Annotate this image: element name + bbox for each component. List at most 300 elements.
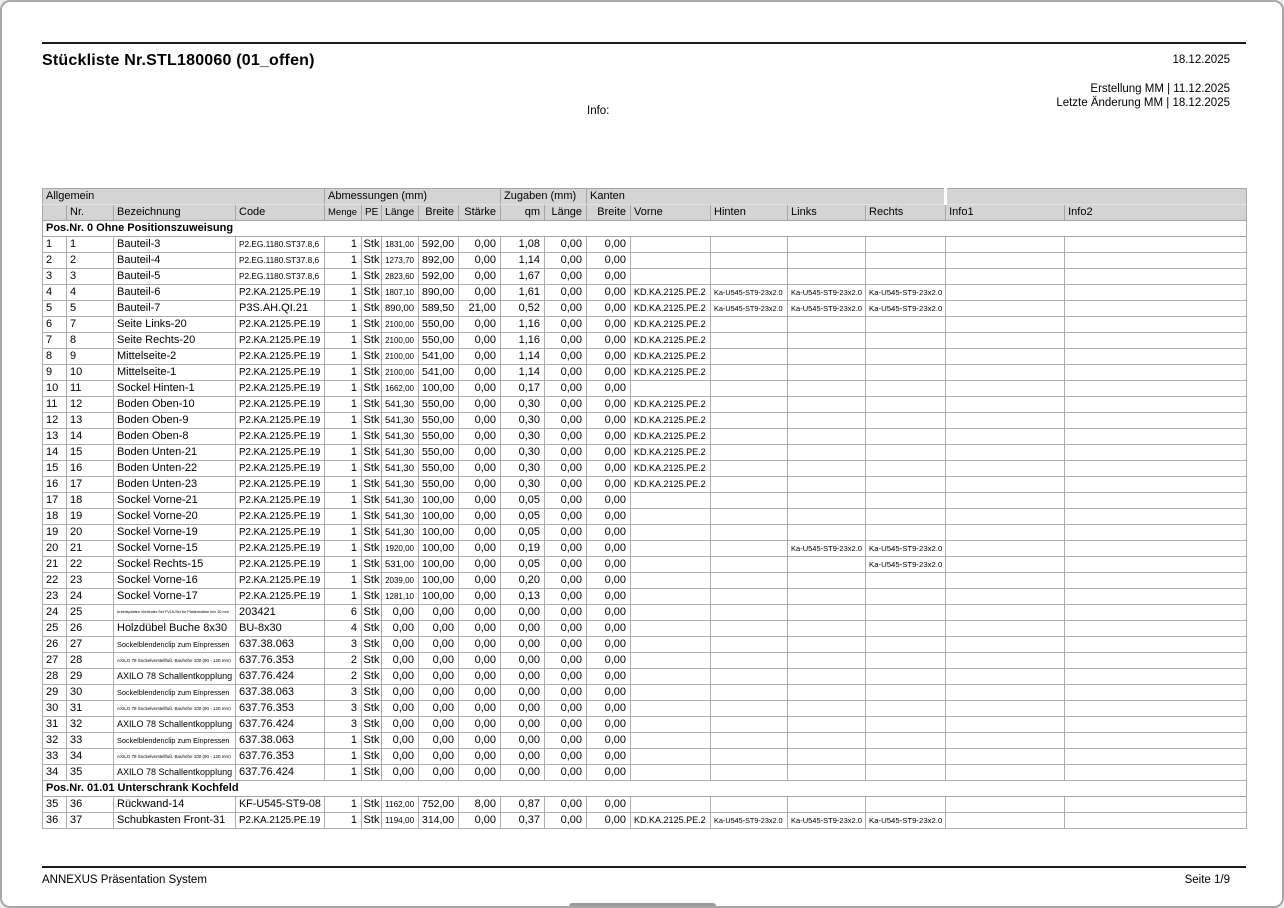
cell	[43, 445, 67, 461]
cell-label: 0,00	[474, 590, 497, 602]
cell	[114, 701, 236, 717]
cell	[1065, 365, 1247, 381]
cell	[362, 269, 382, 285]
cell-label: 0,00	[604, 302, 627, 314]
cell-label: 0,00	[604, 798, 627, 810]
cell	[866, 237, 946, 253]
cell	[362, 253, 382, 269]
cell-label: 1	[350, 478, 357, 490]
cell	[501, 669, 545, 685]
cell-label: 0,05	[518, 526, 541, 538]
cell-label: 541,30	[385, 399, 415, 410]
cell-label: 0,00	[604, 638, 627, 650]
cell	[631, 365, 711, 381]
cell	[545, 445, 587, 461]
table-row	[43, 813, 1247, 829]
cell	[419, 317, 459, 333]
cell	[866, 301, 946, 317]
cell	[501, 797, 545, 813]
cell-label: 0,00	[474, 398, 497, 410]
cell-label: 0,00	[392, 750, 414, 762]
table-row	[43, 669, 1247, 685]
cell	[866, 733, 946, 749]
cell	[419, 301, 459, 317]
cell	[382, 493, 419, 509]
group-header	[43, 189, 325, 205]
cell-label: Stk	[363, 798, 380, 810]
cell	[1065, 557, 1247, 573]
cell	[236, 605, 325, 621]
cell	[43, 461, 67, 477]
cell	[587, 493, 631, 509]
cell	[382, 717, 419, 733]
cell	[325, 669, 362, 685]
cell-label: 18	[46, 510, 59, 522]
cell	[1065, 237, 1247, 253]
cell	[946, 637, 1065, 653]
cell	[236, 749, 325, 765]
cell-label: 0,00	[474, 622, 497, 634]
cell-label: 0,00	[604, 238, 627, 250]
cell	[114, 429, 236, 445]
cell-label: 3	[46, 270, 53, 282]
cell	[587, 765, 631, 781]
cell-label: 7	[46, 334, 53, 346]
created-line: Erstellung MM | 11.12.2025	[1090, 83, 1230, 95]
cell-label: 0,00	[560, 462, 583, 474]
cell-label: 0,00	[560, 318, 583, 330]
cell-label: 0,00	[432, 686, 454, 698]
table-row	[43, 701, 1247, 717]
cell	[545, 333, 587, 349]
cell	[114, 525, 236, 541]
cell	[545, 797, 587, 813]
column-header-label: Nr.	[70, 206, 85, 218]
cell	[67, 749, 114, 765]
cell-label: 0,00	[518, 654, 541, 666]
cell	[325, 637, 362, 653]
cell-label: 0,00	[604, 398, 627, 410]
column-header-label: Breite	[597, 206, 627, 218]
cell	[382, 285, 419, 301]
cell	[67, 317, 114, 333]
cell-label: 100,00	[422, 558, 455, 570]
cell	[501, 509, 545, 525]
column-header-label: Stärke	[464, 206, 497, 218]
cell	[382, 269, 419, 285]
cell-label: 0,00	[604, 606, 627, 618]
window-edge-notch	[569, 903, 716, 908]
column-header-label: Code	[239, 206, 266, 218]
cell-label: 0,00	[518, 718, 541, 730]
cell-label: 550,00	[422, 398, 455, 410]
cell-label: Stk	[363, 574, 380, 586]
cell	[67, 237, 114, 253]
cell	[545, 813, 587, 829]
cell-label: AXILO 78 Schallentkopplung	[117, 671, 233, 681]
cell	[236, 653, 325, 669]
cell-label: 1	[350, 286, 357, 298]
cell	[788, 605, 866, 621]
cell-label: 1,16	[518, 318, 541, 330]
cell	[362, 605, 382, 621]
cell-label: 0,19	[518, 542, 541, 554]
cell	[866, 557, 946, 573]
cell	[866, 253, 946, 269]
cell	[545, 365, 587, 381]
cell-label: 23	[70, 574, 83, 586]
cell	[501, 701, 545, 717]
cell-label: 0,00	[392, 686, 414, 698]
cell-label: 1	[350, 238, 357, 250]
cell	[114, 269, 236, 285]
cell-label: Stk	[363, 302, 380, 314]
cell	[946, 285, 1065, 301]
cell	[419, 765, 459, 781]
cell-label: Stk	[363, 238, 380, 250]
cell	[946, 301, 1065, 317]
cell-label: 0,00	[474, 382, 497, 394]
cell	[631, 381, 711, 397]
cell-label: 0,00	[392, 766, 414, 778]
cell	[631, 685, 711, 701]
cell	[362, 685, 382, 701]
cell-label: 0,00	[604, 590, 627, 602]
cell	[419, 253, 459, 269]
cell-label: P2.KA.2125.PE.19	[239, 543, 321, 554]
cell-label: Stk	[363, 446, 380, 458]
cell	[325, 557, 362, 573]
cell	[114, 669, 236, 685]
table-row	[43, 637, 1247, 653]
cell-label: 0,00	[474, 670, 497, 682]
cell	[587, 653, 631, 669]
cell	[501, 237, 545, 253]
cell	[711, 797, 788, 813]
document-date: 18.12.2025	[1172, 54, 1230, 66]
cell	[946, 253, 1065, 269]
cell	[419, 813, 459, 829]
cell-label: 3	[350, 638, 357, 650]
cell	[866, 685, 946, 701]
cell-label: P2.KA.2125.PE.19	[239, 463, 321, 474]
cell-label: 2100,00	[385, 368, 414, 377]
cell-label: 0,30	[518, 478, 541, 490]
cell-label: 637.76.424	[239, 766, 295, 778]
cell	[459, 797, 501, 813]
cell-label: 2100,00	[385, 336, 414, 345]
group-header-label: Zugaben (mm)	[504, 190, 577, 202]
cell	[382, 541, 419, 557]
cell-label: 4	[350, 622, 357, 634]
cell-label: 0,00	[560, 542, 583, 554]
cell-label: P2.EG.1180.ST37.8,6	[239, 272, 320, 281]
cell	[788, 509, 866, 525]
cell-label: 0,00	[604, 734, 627, 746]
cell	[711, 461, 788, 477]
cell	[362, 701, 382, 717]
cell	[545, 573, 587, 589]
column-header	[382, 205, 419, 221]
cell-label: 0,87	[518, 798, 541, 810]
cell-label: 1	[350, 814, 357, 826]
cell	[587, 557, 631, 573]
cell-label: 0,00	[604, 654, 627, 666]
cell	[459, 685, 501, 701]
cell	[587, 637, 631, 653]
cell	[67, 621, 114, 637]
cell	[382, 733, 419, 749]
cell-label: 0,00	[604, 334, 627, 346]
cell	[866, 653, 946, 669]
cell	[1065, 477, 1247, 493]
cell-label: P2.KA.2125.PE.19	[239, 479, 321, 490]
cell	[631, 541, 711, 557]
cell	[866, 365, 946, 381]
cell-label: P2.EG.1180.ST37.8,6	[239, 240, 320, 249]
cell	[501, 733, 545, 749]
cell-label: 0,00	[474, 654, 497, 666]
cell-label: 0,00	[560, 622, 583, 634]
cell	[866, 589, 946, 605]
column-header-label: Bezeichnung	[117, 206, 181, 218]
cell-label: 100,00	[422, 382, 455, 394]
cell-label: 1	[350, 574, 357, 586]
table-row	[43, 733, 1247, 749]
cell	[236, 493, 325, 509]
cell-label: 28	[46, 670, 59, 682]
cell	[114, 749, 236, 765]
cell	[67, 365, 114, 381]
cell	[1065, 493, 1247, 509]
cell	[545, 653, 587, 669]
cell-label: Boden Oben-8	[117, 430, 189, 442]
cell-label: Stk	[363, 318, 380, 330]
cell	[866, 397, 946, 413]
cell-label: Boden Unten-23	[117, 478, 198, 490]
cell	[236, 637, 325, 653]
cell-label: 0,00	[432, 702, 454, 714]
cell-label: 314,00	[422, 814, 455, 826]
cell-label: 1194,00	[385, 816, 415, 825]
cell-label: 541,30	[385, 447, 415, 458]
cell-label: 22	[46, 574, 59, 586]
cell	[946, 621, 1065, 637]
cell	[114, 237, 236, 253]
group-header-row	[43, 189, 1247, 205]
cell-label: Sockel Vorne-17	[117, 590, 198, 602]
cell	[711, 813, 788, 829]
cell	[325, 701, 362, 717]
cell	[711, 685, 788, 701]
cell	[67, 445, 114, 461]
cell	[711, 381, 788, 397]
cell	[631, 717, 711, 733]
cell-label: 28	[70, 654, 83, 666]
cell	[114, 589, 236, 605]
cell-label: 1	[350, 366, 357, 378]
cell	[114, 253, 236, 269]
cell	[1065, 669, 1247, 685]
cell	[419, 541, 459, 557]
cell	[325, 301, 362, 317]
cell-label: 0,00	[518, 702, 541, 714]
cell	[67, 397, 114, 413]
column-header	[587, 205, 631, 221]
cell-label: 0,00	[432, 638, 454, 650]
cell	[587, 685, 631, 701]
cell-label: 100,00	[422, 494, 455, 506]
cell	[382, 637, 419, 653]
cell	[587, 333, 631, 349]
cell-label: 550,00	[422, 478, 455, 490]
cell	[382, 237, 419, 253]
cell	[711, 637, 788, 653]
cell	[325, 413, 362, 429]
cell	[43, 701, 67, 717]
cell-label: KD.KA.2125.PE.2	[634, 815, 706, 825]
cell-label: 0,00	[474, 414, 497, 426]
cell	[114, 301, 236, 317]
cell	[1065, 589, 1247, 605]
cell	[1065, 765, 1247, 781]
cell-label: 30	[46, 702, 59, 714]
column-header	[866, 205, 946, 221]
cell	[946, 429, 1065, 445]
cell	[1065, 733, 1247, 749]
column-header	[631, 205, 711, 221]
cell	[587, 349, 631, 365]
cell	[43, 397, 67, 413]
cell	[419, 493, 459, 509]
cell	[114, 397, 236, 413]
cell-label: Stk	[363, 366, 380, 378]
cell-label: 0,00	[560, 366, 583, 378]
cell-label: 32	[46, 734, 59, 746]
cell	[545, 285, 587, 301]
cell	[866, 621, 946, 637]
cell	[545, 349, 587, 365]
cell	[114, 285, 236, 301]
cell	[325, 365, 362, 381]
column-header	[67, 205, 114, 221]
cell-label: 0,00	[474, 366, 497, 378]
cell	[236, 813, 325, 829]
cell-label: 0,00	[604, 526, 627, 538]
cell	[545, 605, 587, 621]
cell	[788, 317, 866, 333]
cell-label: Sockelblendenclip zum Einpressen	[117, 688, 230, 697]
cell-label: 1	[350, 382, 357, 394]
cell	[236, 333, 325, 349]
cell	[419, 381, 459, 397]
cell-label: 100,00	[422, 526, 455, 538]
cell	[501, 381, 545, 397]
cell	[711, 509, 788, 525]
cell-label: 1	[350, 318, 357, 330]
cell	[43, 349, 67, 365]
cell	[1065, 701, 1247, 717]
cell	[631, 621, 711, 637]
cell-label: 0,00	[432, 718, 454, 730]
cell-label: Ka-U545-ST9-23x2.0	[791, 816, 862, 825]
cell	[587, 749, 631, 765]
cell-label: 1162,00	[385, 800, 415, 809]
cell	[419, 525, 459, 541]
cell	[43, 653, 67, 669]
cell	[545, 461, 587, 477]
cell	[419, 573, 459, 589]
cell	[788, 621, 866, 637]
cell-label: 1	[350, 398, 357, 410]
cell	[459, 301, 501, 317]
cell	[43, 237, 67, 253]
cell-label: 0,00	[560, 654, 583, 666]
cell	[325, 573, 362, 589]
cell	[788, 589, 866, 605]
cell-label: 0,00	[560, 686, 583, 698]
cell-label: 0,00	[432, 750, 454, 762]
cell	[866, 525, 946, 541]
group-header	[946, 189, 1247, 205]
cell	[711, 445, 788, 461]
table-row	[43, 509, 1247, 525]
cell-label: 0,00	[604, 622, 627, 634]
cell-label: P2.KA.2125.PE.19	[239, 527, 321, 538]
table-row	[43, 749, 1247, 765]
cell	[587, 477, 631, 493]
cell-label: 5	[70, 302, 77, 314]
cell	[43, 413, 67, 429]
cell	[43, 333, 67, 349]
cell	[711, 525, 788, 541]
cell	[43, 317, 67, 333]
cell	[711, 349, 788, 365]
cell-label: 1,14	[518, 366, 541, 378]
cell-label: Stk	[363, 670, 380, 682]
cell	[459, 669, 501, 685]
cell-label: Stk	[363, 478, 380, 490]
cell	[114, 317, 236, 333]
cell-label: 0,00	[560, 382, 583, 394]
cell-label: 0,00	[474, 494, 497, 506]
cell-label: 541,30	[385, 431, 415, 442]
cell-label: 1807,10	[385, 288, 414, 297]
cell	[866, 509, 946, 525]
cell-label: P2.KA.2125.PE.19	[239, 399, 321, 410]
cell-label: 24	[46, 606, 59, 618]
cell-label: 541,30	[385, 527, 415, 538]
cell	[946, 605, 1065, 621]
cell	[946, 557, 1065, 573]
cell	[587, 317, 631, 333]
cell	[501, 525, 545, 541]
cell-label: BU-8x30	[239, 622, 282, 634]
cell	[459, 525, 501, 541]
cell	[788, 669, 866, 685]
cell	[788, 717, 866, 733]
cell	[419, 669, 459, 685]
cell	[866, 605, 946, 621]
cell-label: 21,00	[468, 302, 497, 314]
cell-label: Stk	[363, 814, 380, 826]
cell	[1065, 749, 1247, 765]
table-row	[43, 573, 1247, 589]
cell	[382, 605, 419, 621]
cell-label: 0,00	[560, 286, 583, 298]
cell	[114, 509, 236, 525]
cell-label: Sockel Vorne-15	[117, 542, 198, 554]
